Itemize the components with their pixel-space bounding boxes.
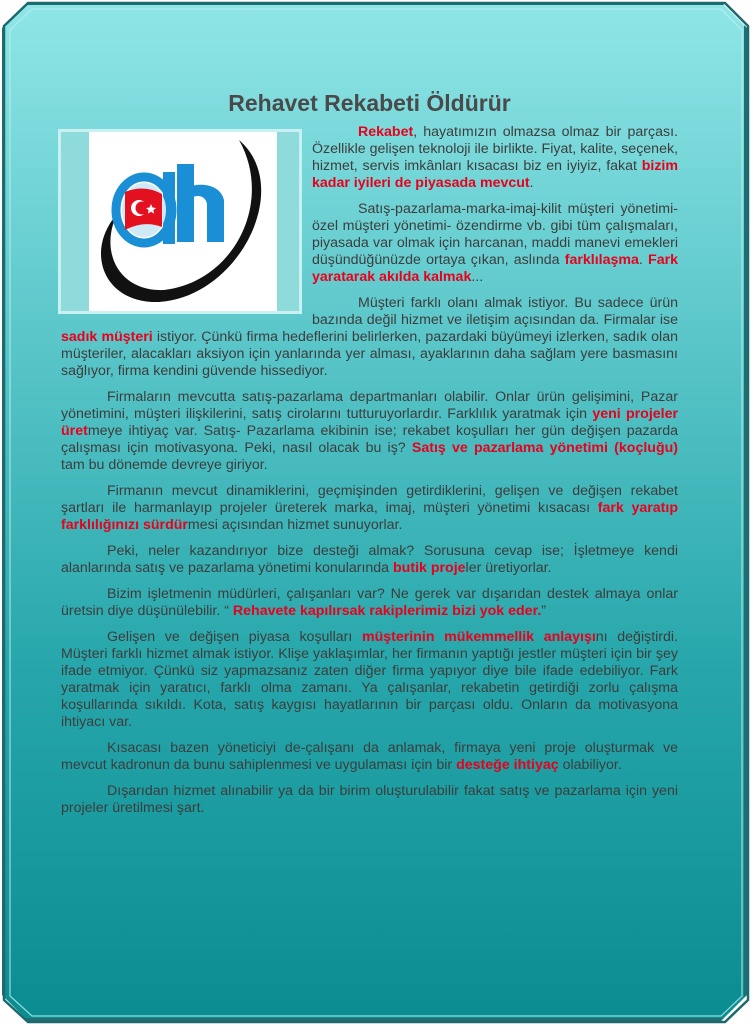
body-text: nı değiştirdi. Müşteri farklı hizmet almak istiyor. Klişe yaklaşımlar, her firmanın yaptığı jestler müşteri için bir şey ifade etmiyor. Çünkü siz yapmazsanız zaten diğer firma yapıyor diye bile ifade edebiliyor. Fark yaratmak için yaratıcı, farklı olma zamanı. Ya çalışanlar, rekabetin getirdiği zorlu çalışma koşullarında sıkıldı. Kota, satış kaygısı hayatlarının bir parçası oldu. Onların da motivasyona ihtiyacı var.	[61, 629, 678, 730]
paragraph	[61, 740, 678, 774]
paragraph	[61, 483, 678, 534]
body-text: ler üretiyorlar.	[465, 560, 552, 576]
body-text: , hayatımızın olmazsa olmaz bir parçası. Özellikle gelişen teknoloji ile birlikte. Fiyat, kalite, seçenek, hizmet, servis imkânları kısacası biz en iyiyiz, fakat	[312, 124, 678, 174]
body-text: meye ihtiyaç var. Satış- Pazarlama ekibinin ise; rekabet koşulları her gün değişen pazarda çalışması için motivasyona. Peki, nasıl olacak bu iş?	[61, 423, 678, 456]
highlight-text: fark yaratıp farklılığınızı sürdür	[61, 500, 678, 533]
highlight-text: Rekabet	[358, 124, 414, 140]
highlight-text: sadık müşteri	[61, 329, 153, 345]
paragraph	[61, 543, 678, 577]
body-text: Gelişen ve değişen piyasa koşulları	[107, 629, 362, 645]
body-text: Peki, neler kazandırıyor bize desteği almak? Sorusuna cevap ise; İşletmeye kendi alanlarında satış ve pazarlama yönetimi konularında	[61, 543, 678, 576]
paragraph	[61, 586, 678, 620]
highlight-text: Satış ve pazarlama yönetimi (koçluğu)	[411, 440, 679, 456]
body-text: Satış-pazarlama-marka-imaj-kilit müşteri yönetimi-özel müşteri yönetimi- özendirme vb. gibi tüm çalışmaları, piyasada var olmak için harcanan, maddi manevi emekleri düşündüğünüzde ortaya çıkan, aslında	[312, 201, 678, 268]
page-title: Rehavet Rekabeti Öldürür	[228, 90, 511, 116]
highlight-text: bizim kadar iyileri de piyasada mevcut	[312, 158, 678, 191]
body-text: .	[638, 252, 649, 268]
highlight-text: Fark yaratarak akılda kalmak	[312, 252, 678, 285]
paragraph	[61, 389, 678, 474]
highlight-text: yeni projeler üret	[61, 406, 679, 439]
body-text: Dışarıdan hizmet alınabilir ya da bir birim oluşturulabilir fakat satış ve pazarlama için yeni projeler üretilmesi şart.	[61, 783, 678, 816]
highlight-text: müşterinin mükemmellik anlayışı	[361, 629, 596, 645]
body-text: tam bu dönemde devreye giriyor.	[61, 457, 268, 473]
body-text: mesi açısından hizmet sunuyorlar.	[187, 517, 403, 533]
highlight-text: Rehavete kapılırsak rakiplerimiz bizi yok eder.	[232, 603, 542, 619]
paragraph	[61, 783, 678, 817]
logo-image	[89, 132, 277, 311]
body-text: olabiliyor.	[558, 757, 622, 773]
body-text: Bizim işletmenin müdürleri, çalışanları var? Ne gerek var dışarıdan destek almaya onlar üretsin diye düşünülebilir. “	[61, 586, 678, 619]
body-text: Firmanın mevcut dinamiklerini, geçmişinden getirdiklerini, gelişen ve değişen rekabet şartları ile harmanlayıp projeler üreterek marka, imaj, müşteri yönetimi kısacası	[61, 483, 678, 516]
body-text: istiyor. Çünkü firma hedeflerini belirlerken, pazardaki büyümeyi izlerken, sadık olan müşteriler, alacakları aksiyon için yanlarında yer alması, ayaklarının daha sağlam yere basmasını sağlıyor, firma kendini güvende hissediyor.	[61, 329, 678, 379]
body-text: Müşteri farklı olanı almak istiyor. Bu sadece ürün bazında değil hizmet ve iletişim açısından da. Firmalar ise	[312, 295, 678, 328]
body-text: Firmaların mevcutta satış-pazarlama departmanları olabilir. Onlar ürün gelişimini, Pazar yönetimini, müşteri ilişkilerini, satış cirolarını tutturuyorlardır. Farklılık yaratmak için	[61, 389, 678, 422]
body-text: ...	[471, 269, 484, 285]
body-text: .	[529, 175, 534, 191]
highlight-text: farklılaşma	[564, 252, 639, 268]
body-text: Kısacası bazen yöneticiyi de-çalışanı da anlamak, firmaya yeni proje oluşturmak ve mevcut kadronun da bunu sahiplenmesi ve uygulaması için bir	[61, 740, 678, 773]
highlight-text: butik proje	[393, 560, 466, 576]
dh-logo-icon	[89, 132, 277, 311]
article	[61, 88, 678, 826]
highlight-text: desteğe ihtiyaç	[456, 757, 559, 773]
body-text: ”	[541, 603, 546, 619]
logo-frame	[58, 129, 302, 314]
paragraph	[61, 629, 678, 731]
